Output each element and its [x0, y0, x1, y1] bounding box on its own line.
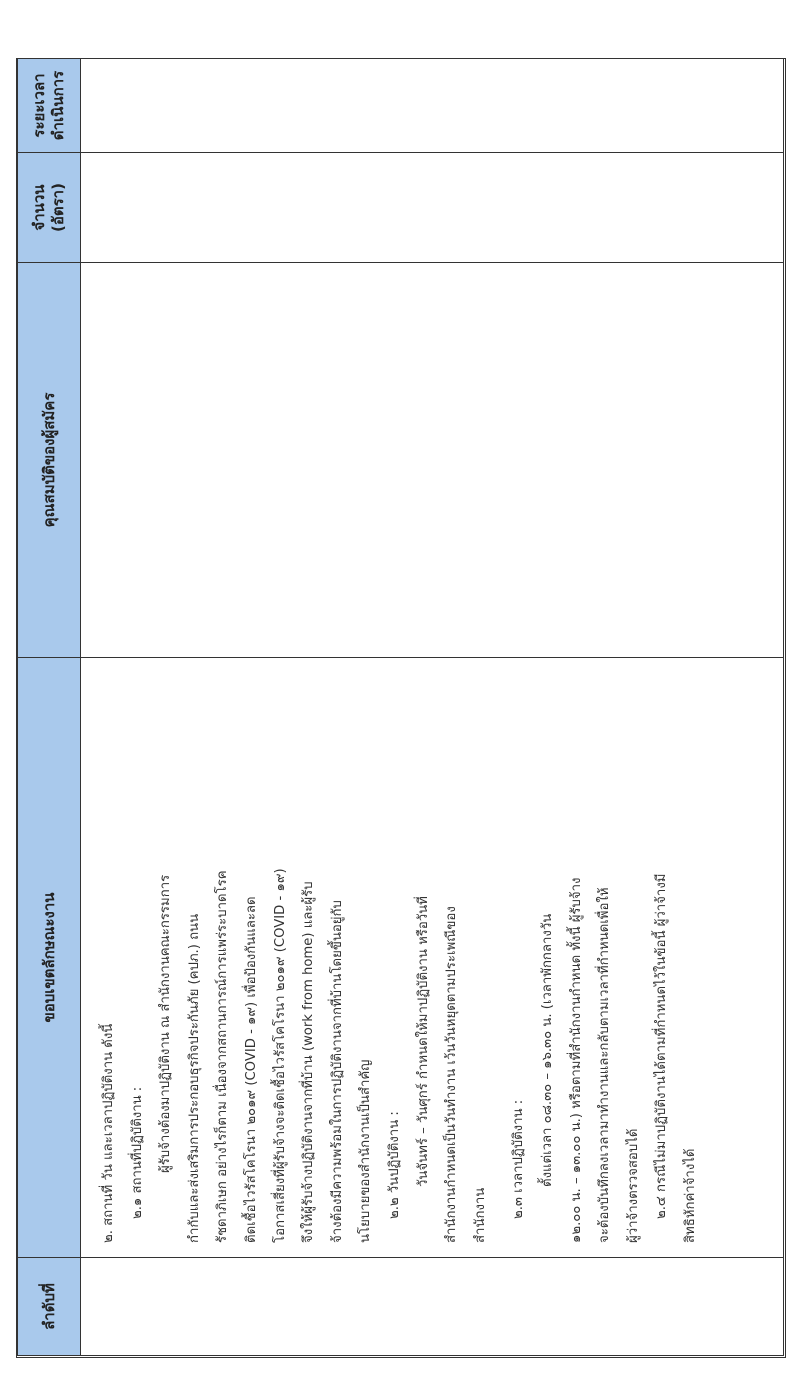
- scope-line: ๑๒.๐๐ น. – ๑๓.๐๐ น.) หรือตามที่สำนักงานกำหนด ทั้งนี้ ผู้รับจ้าง: [568, 877, 584, 1243]
- scope-line: ๒.๑ สถานที่ปฏิบัติงาน :: [129, 1086, 145, 1219]
- cell-qualification: [81, 263, 784, 658]
- spacer: [495, 668, 505, 1243]
- scope-line: รัชดาภิเษก อย่างไรก็ตาม เนื่องจากสถานการณ์การแพร่ระบาดโรค: [215, 870, 231, 1243]
- cell-duration: [81, 59, 784, 153]
- scope-line: ตั้งแต่เวลา ๐๘.๓๐ – ๑๖.๓๐ น. (เวลาพักกลางวัน: [539, 913, 555, 1187]
- scope-line: จึงให้ผู้รับจ้างปฏิบัติงานจากที่บ้าน (work from home) และผู้รับ: [301, 881, 317, 1243]
- rotated-table-content: [17, 59, 784, 1356]
- scope-line: ๒.๓ เวลาปฏิบัติงาน :: [511, 1099, 527, 1219]
- scope-line: ผู้ว่าจ้างตรวจสอบได้: [625, 1128, 641, 1243]
- header-duration: ระยะเวลาดำเนินการ: [18, 59, 81, 153]
- scope-line: ๒.๔ กรณีไม่มาปฏิบัติงานได้ตามที่กำหนดไว้ในข้อนี้ ผู้ว่าจ้างมี: [654, 873, 670, 1219]
- scope-line: จ้างต้องมีความพร้อมในการปฏิบัติงานจากที่บ้านโดยขึ้นอยู่กับ: [329, 900, 345, 1243]
- scope-line: ติดเชื้อไวรัสโคโรนา ๒๐๑๙ (COVID - ๑๙) เพื่อป้องกันและลด: [243, 896, 259, 1243]
- scope-line: สำนักงานกำหนดเป็นวันทำงาน เว้นวันหยุดตามประเพณีของ: [444, 906, 460, 1243]
- table-row: [81, 59, 784, 1356]
- scope-line: กำกับและส่งเสริมการประกอบธุรกิจประกันภัย (คปภ.) ถนน: [186, 913, 202, 1243]
- scope-table: [17, 58, 784, 1356]
- scope-line: ผู้รับจ้างต้องมาปฏิบัติงาน ณ สำนักงานคณะกรรมการ: [158, 874, 174, 1173]
- header-qualification: คุณสมบัติของผู้สมัคร: [18, 263, 81, 658]
- scope-line: ๒. สถานที่ วัน และเวลาปฏิบัติงาน ดังนี้: [101, 1023, 116, 1243]
- scope-line: สิทธิหักค่าจ้างได้: [682, 1148, 698, 1243]
- header-row: [18, 59, 81, 1356]
- header-count-line1: จำนวน: [30, 184, 49, 231]
- scope-line: ๒.๒ วันปฏิบัติงาน :: [386, 1111, 402, 1219]
- scope-line: สำนักงาน: [472, 1187, 488, 1243]
- document-table: [16, 58, 786, 1358]
- header-scope: ขอบเขตลักษณะงาน: [18, 658, 81, 1258]
- header-no: ลำดับที่: [18, 1258, 81, 1356]
- cell-count: [81, 153, 784, 263]
- header-count: [18, 153, 81, 263]
- scope-line: จะต้องบันทึกลงเวลามาทำงานและกลับตามเวลาที่กำหนดเพื่อให้: [597, 887, 613, 1243]
- scope-line: โอกาสเสี่ยงที่ผู้รับจ้างจะติดเชื้อไวรัสโคโรนา ๒๐๑๙ (COVID - ๑๙): [272, 868, 288, 1243]
- scope-line: วันจันทร์ – วันศุกร์ กำหนดให้มาปฏิบัติงาน หรือวันที่: [415, 896, 431, 1187]
- header-count-line2: (อัตรา): [49, 183, 67, 232]
- cell-no: [81, 1258, 784, 1356]
- scope-line: นโยบายของสำนักงานเป็นสำคัญ: [358, 1059, 374, 1243]
- cell-scope: [81, 658, 784, 1258]
